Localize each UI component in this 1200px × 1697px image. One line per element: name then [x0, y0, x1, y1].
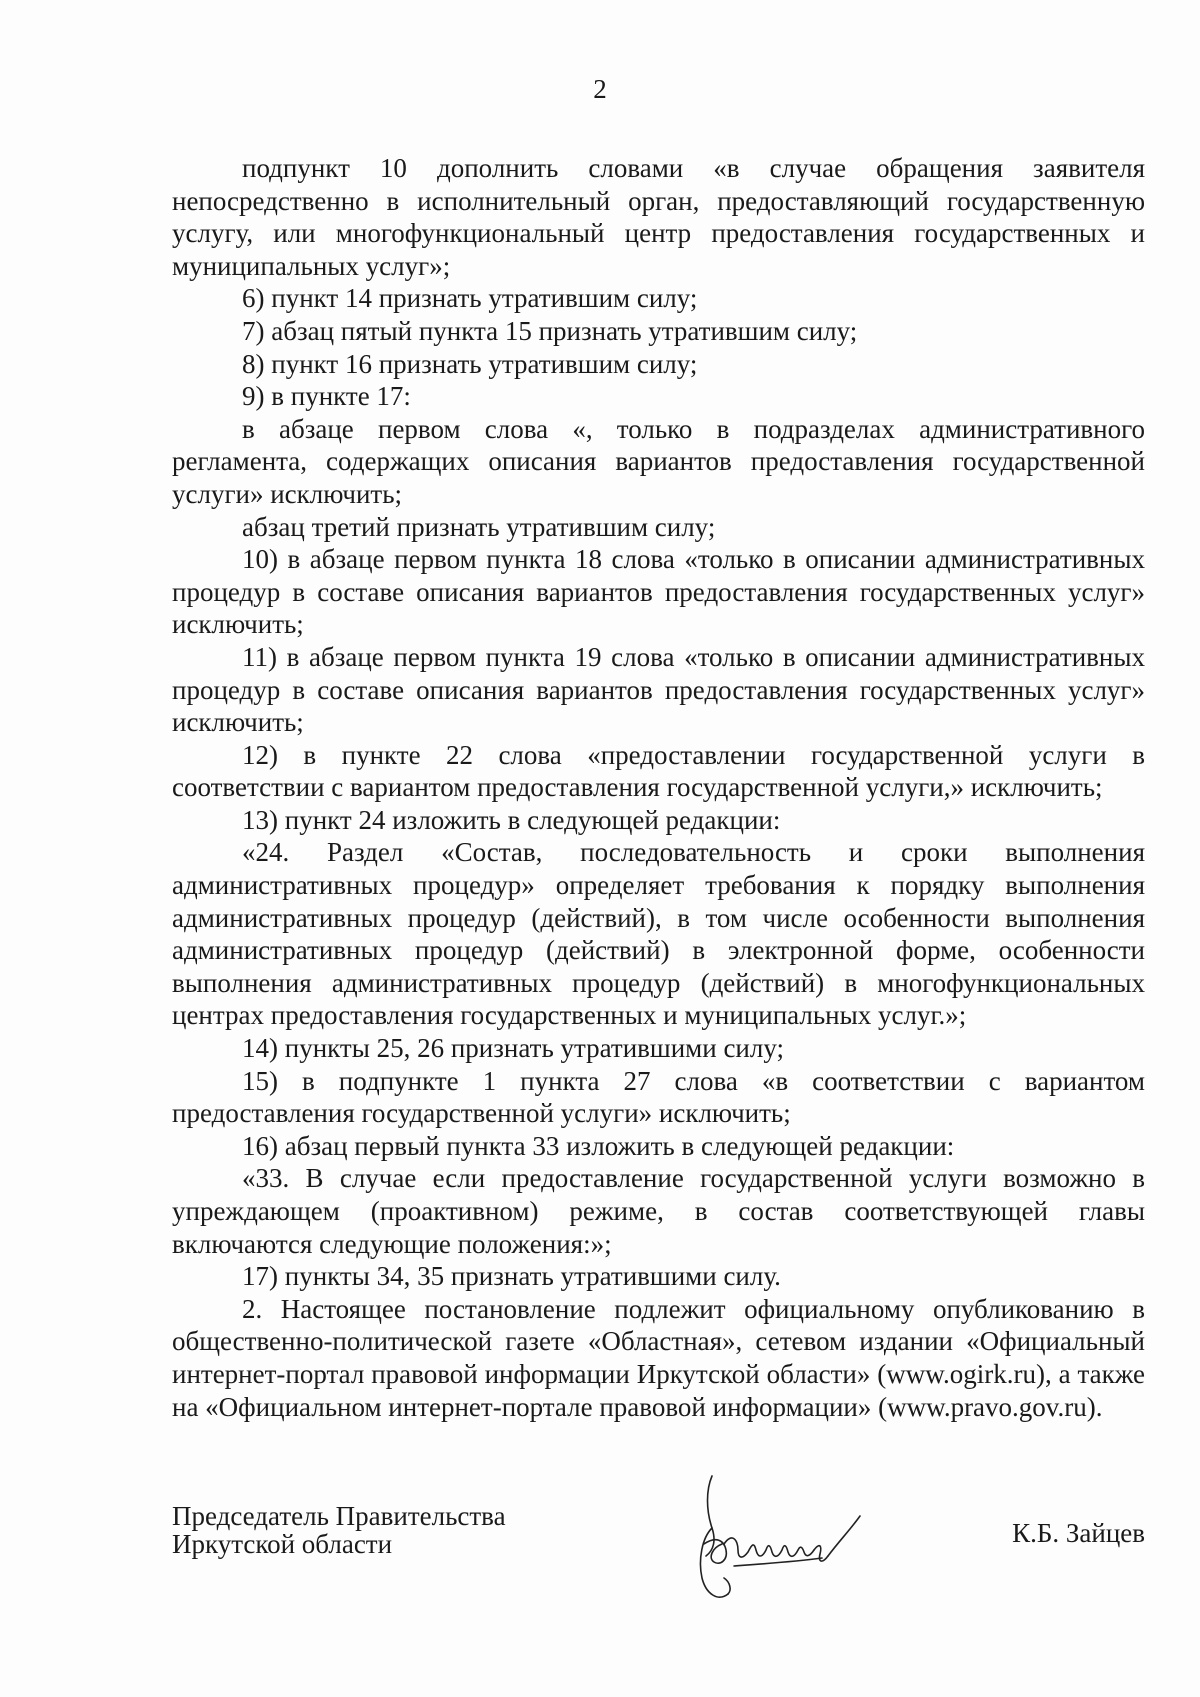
paragraph: «33. В случае если предоставление государственной услуги возможно в упреждающем (проактивном) режиме, в состав соответствующей главы включаются следующие положения:»;	[172, 1163, 1145, 1259]
paragraph: 15) в подпункте 1 пункта 27 слова «в соответствии с вариантом предоставления государственной услуги» исключить;	[172, 1065, 1145, 1129]
paragraph: «24. Раздел «Состав, последовательность и сроки выполнения административных процедур» определяет требования к порядку выполнения административных процедур (действий), в том числе особенности выполнения административных процедур (действий) в электронной форме, особенности выполнения административных процедур (действий) в многофункциональных центрах предоставления государственных и муниципальных услуг.»;	[172, 837, 1145, 1031]
signatory-title-line: Председатель Правительства	[172, 1501, 506, 1531]
page-number: 2	[593, 74, 607, 104]
paragraph: 6) пункт 14 признать утратившим силу;	[242, 283, 698, 314]
paragraph: 9) в пункте 17:	[242, 381, 411, 412]
paragraph: 12) в пункте 22 слова «предоставлении государственной услуги в соответствии с вариантом предоставления государственной услуги,» исключить;	[172, 739, 1145, 803]
paragraph: в абзаце первом слова «, только в подразделах административного регламента, содержащих описания вариантов предоставления государственной услуги» исключить;	[172, 413, 1145, 509]
paragraph: 16) абзац первый пункта 33 изложить в следующей редакции:	[242, 1130, 955, 1161]
paragraph: подпункт 10 дополнить словами «в случае обращения заявителя непосредственно в исполнительный орган, предоставляющий государственную услугу, или многофункциональный центр предоставления государственных и муниципальных услуг»;	[172, 153, 1145, 281]
document-body	[172, 152, 1145, 1423]
paragraph: 7) абзац пятый пункта 15 признать утратившим силу;	[242, 315, 858, 346]
handwritten-signature	[672, 1470, 902, 1620]
paragraph: 10) в абзаце первом пункта 18 слова «только в описании административных процедур в составе описания вариантов предоставления государственных услуг» исключить;	[172, 544, 1145, 640]
paragraph: 14) пункты 25, 26 признать утратившими силу;	[242, 1033, 784, 1064]
signatory-name: К.Б. Зайцев	[1012, 1518, 1145, 1548]
signatory-title-line: Иркутской области	[172, 1529, 393, 1559]
paragraph: 11) в абзаце первом пункта 19 слова «только в описании административных процедур в составе описания вариантов предоставления государственных услуг» исключить;	[172, 641, 1145, 738]
paragraph: 17) пункты 34, 35 признать утратившими силу.	[242, 1261, 781, 1292]
paragraph: абзац третий признать утратившим силу;	[242, 511, 716, 542]
signatory-title	[172, 1502, 506, 1558]
paragraph: 8) пункт 16 признать утратившим силу;	[242, 348, 698, 379]
paragraph: 13) пункт 24 изложить в следующей редакции:	[242, 804, 781, 835]
paragraph: 2. Настоящее постановление подлежит официальному опубликованию в общественно-политической газете «Областная», сетевом издании «Официальный интернет-портал правовой информации Иркутской области» (www.ogirk.ru), а также на «Официальном интернет-портале правовой информации» (www.pravo.gov.ru).	[172, 1293, 1145, 1422]
